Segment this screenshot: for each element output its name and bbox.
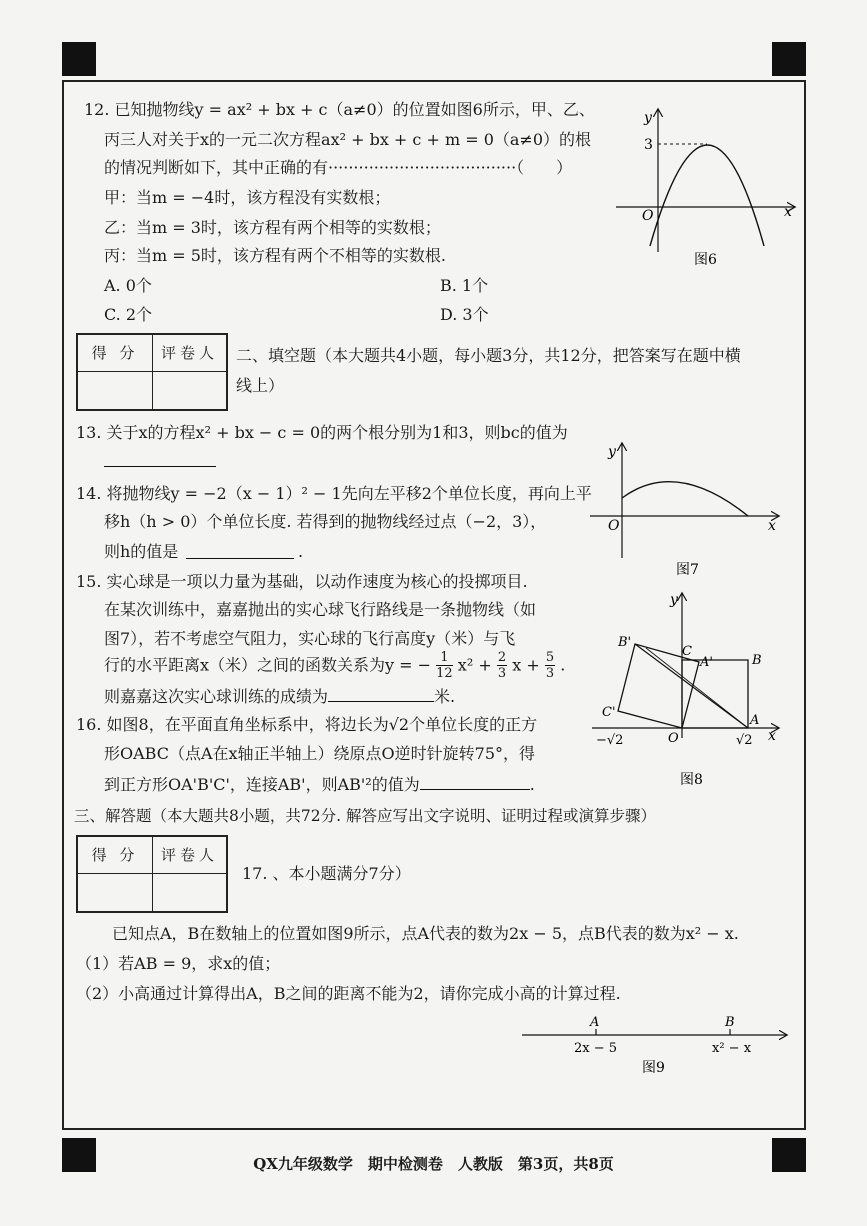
q15-frac1-den: 12 [436, 666, 453, 681]
q15-frac3-num: 5 [545, 650, 555, 665]
q12-option-b: B. 1个 [440, 276, 489, 295]
fig8-aprime-label: A' [700, 655, 713, 670]
fig8-b-label: B [752, 653, 762, 668]
fig7-x-label: x [768, 518, 776, 534]
q15-line4-end: . [560, 655, 566, 675]
q12-yi: 乙：当m = 3时，该方程有两个相等的实数根； [104, 218, 441, 237]
section2-grader-box [152, 371, 227, 410]
fig8-bprime-label: B' [618, 635, 632, 650]
fig7-parabola [622, 482, 748, 516]
q12-line2: 丙三人对关于x的一元二次方程ax² + bx + c + m = 0（a≠0）的根 [104, 130, 592, 149]
q15-line3: 图7），若不考虑空气阻力，实心球的飞行高度y（米）与飞 [104, 629, 516, 648]
fig8-x-label: x [768, 728, 776, 744]
q15-line2: 在某次训练中，嘉嘉抛出的实心球飞行路线是一条抛物线（如 [104, 600, 537, 619]
q12-line1: 12. 已知抛物线y = ax² + bx + c（a≠0）的位置如图6所示，甲、乙、 [84, 100, 595, 119]
section3-grader-box [152, 873, 227, 912]
fig7-origin-label: O [608, 518, 620, 534]
q15-line4-prefix: 行的水平距离x（米）之间的函数关系为y = − [104, 655, 432, 675]
corner-mark-top-left [62, 42, 96, 76]
q15-mid2: x + [512, 655, 540, 675]
q15-line5-prefix: 则嘉嘉这次实心球训练的成绩为 [104, 687, 329, 706]
section2-title-line1: 二、填空题（本大题共4小题，每小题3分，共12分，把答案写在题中横 [236, 346, 741, 365]
q12-option-c: C. 2个 [104, 305, 153, 324]
q12-bing: 丙：当m = 5时，该方程有两个不相等的实数根. [104, 246, 447, 265]
q16-line2: 形OABC（点A在x轴正半轴上）绕原点O逆时针旋转75°，得 [104, 744, 536, 763]
fig8-a-label: A [750, 713, 760, 728]
q15-frac2-num: 2 [497, 650, 507, 665]
fig6-y-label: y [644, 110, 652, 126]
fig8-caption: 图8 [680, 772, 703, 788]
q15-mid1: x² + [457, 655, 492, 675]
q14-answer-blank[interactable] [186, 544, 294, 559]
figure-6 [608, 104, 804, 274]
q13-answer-blank[interactable] [104, 452, 216, 467]
fig8-square-oabc [682, 660, 748, 728]
q15-line5-suffix: 米. [434, 687, 456, 706]
q17-body: 已知点A，B在数轴上的位置如图9所示，点A代表的数为2x − 5，点B代表的数为x² − x. [112, 924, 739, 943]
q15-frac3-den: 3 [545, 666, 555, 681]
q15-answer-blank[interactable] [328, 687, 434, 702]
figure-9 [516, 1010, 796, 1080]
q16-line3-suffix: . [529, 775, 535, 794]
section2-grader-label: 评卷人 [152, 334, 227, 372]
q14-line3: 则h的值是 [104, 542, 179, 561]
fig8-neg-sqrt2-label: −√2 [596, 733, 624, 748]
corner-mark-top-right [772, 42, 806, 76]
fig6-origin-label: O [642, 208, 654, 224]
page-footer: QX九年级数学 期中检测卷 人教版 第3页，共8页 [253, 1155, 614, 1173]
section3-title: 三、解答题（本大题共8小题，共72分. 解答应写出文字说明、证明过程或演算步骤） [74, 807, 656, 825]
q17-part1: （1）若AB = 9，求x的值； [76, 954, 281, 973]
fig6-parabola [650, 145, 764, 246]
q12-option-d: D. 3个 [440, 305, 489, 324]
section2-title-line2: 线上） [236, 376, 285, 395]
fig6-caption: 图6 [694, 252, 717, 268]
fig8-origin-label: O [668, 731, 679, 746]
q14-line2: 移h（h > 0）个单位长度. 若得到的抛物线经过点（−2，3）， [104, 512, 547, 531]
section2-score-table [76, 333, 228, 411]
q16-answer-blank[interactable] [420, 775, 530, 790]
section3-score-table [76, 835, 228, 913]
section2-score-label: 得 分 [77, 334, 153, 372]
fig9-caption: 图9 [642, 1060, 665, 1076]
q15-frac1-num: 1 [436, 650, 453, 666]
q17-header: 17. 、本小题满分7分） [242, 864, 411, 883]
q15-line4 [104, 650, 565, 681]
q14-line1: 14. 将抛物线y = −2（x − 1）² − 1先向左平移2个单位长度，再向上平 [76, 484, 592, 503]
figure-8 [588, 588, 788, 794]
fig9-a-label: A [590, 1015, 600, 1030]
fig9-b-label: B [725, 1015, 735, 1030]
q15-line5 [104, 687, 455, 707]
fig8-y-label: y [670, 592, 678, 608]
q17-part2: （2）小高通过计算得出A，B之间的距离不能为2，请你完成小高的计算过程. [76, 984, 621, 1003]
fig8-c-label: C [682, 644, 692, 659]
figure-7 [588, 438, 788, 580]
q12-line3: 的情况判断如下，其中正确的有·····································（ ） [104, 158, 573, 177]
fig6-three-label: 3 [644, 137, 653, 153]
fig8-cprime-label: C' [602, 705, 616, 720]
q13-line1: 13. 关于x的方程x² + bx − c = 0的两个根分别为1和3，则bc的值为 [76, 423, 568, 442]
q16-line3-prefix: 到正方形OA'B'C'，连接AB'，则AB'²的值为 [104, 775, 420, 794]
fig7-y-label: y [608, 444, 616, 460]
q15-frac2-den: 3 [497, 666, 507, 681]
fig9-b-expression: x² − x [712, 1041, 752, 1056]
q12-option-a: A. 0个 [104, 276, 152, 295]
fig9-a-expression: 2x − 5 [574, 1041, 618, 1056]
q12-jia: 甲：当m = −4时，该方程没有实数根； [104, 188, 391, 207]
section3-score-box [77, 873, 153, 912]
q15-line1: 15. 实心球是一项以力量为基础，以动作速度为核心的投掷项目. [76, 572, 528, 591]
q14-period: . [298, 542, 304, 561]
fig6-x-label: x [784, 204, 792, 220]
section3-score-label: 得 分 [77, 836, 153, 874]
fig8-sqrt2-label: √2 [736, 733, 753, 748]
section3-grader-label: 评卷人 [152, 836, 227, 874]
fig7-caption: 图7 [676, 562, 699, 578]
q16-line3 [104, 775, 535, 795]
section2-score-box [77, 371, 153, 410]
q16-line1: 16. 如图8，在平面直角坐标系中，将边长为√2个单位长度的正方 [76, 715, 538, 734]
